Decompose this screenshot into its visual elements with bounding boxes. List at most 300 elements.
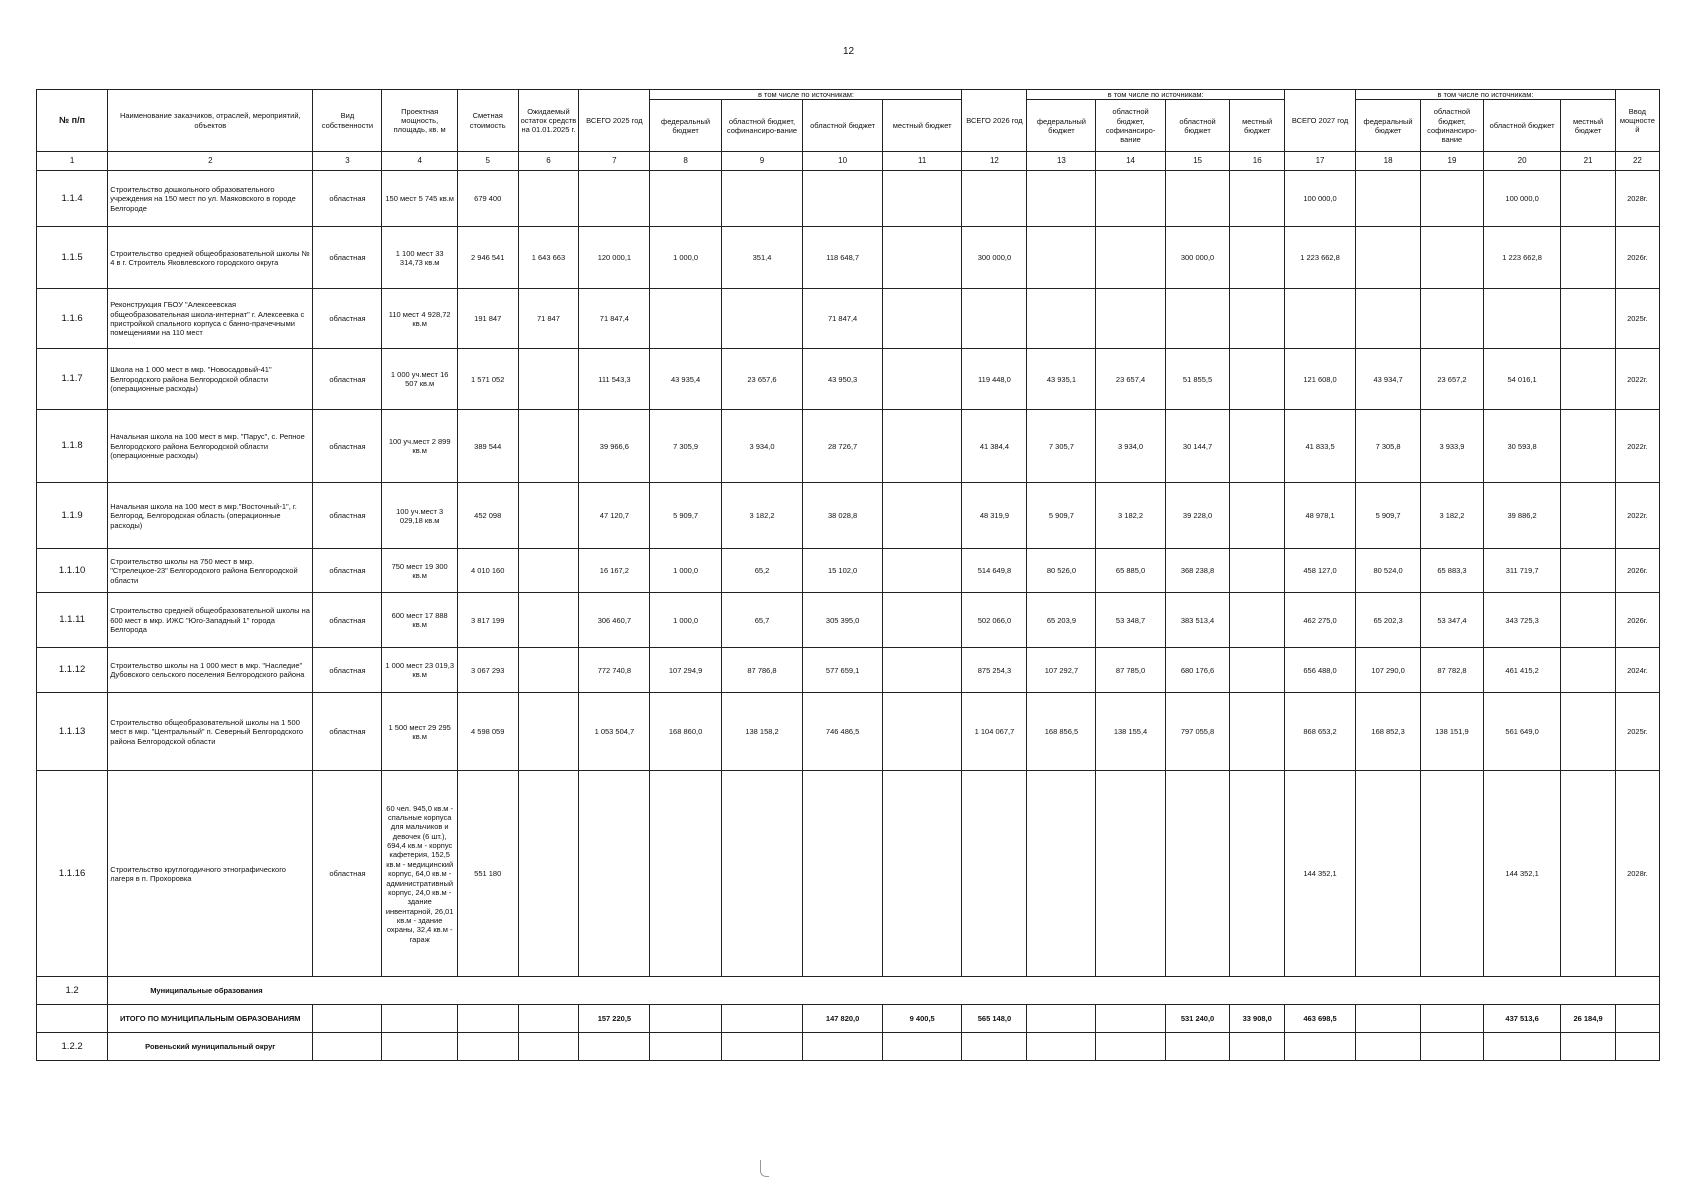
table-cell: 39 966,6 bbox=[579, 410, 650, 483]
table-cell: 389 544 bbox=[457, 410, 518, 483]
object-name: Строительство средней общеобразовательной школы на 600 мест в мкр. ИЖС "Юго-Западный 1" города Белгорода bbox=[108, 593, 313, 648]
header-regional-cofin-2026: областной бюджет, софинансиро-вание bbox=[1096, 100, 1165, 152]
table-cell: 121 608,0 bbox=[1284, 349, 1355, 410]
table-cell: 1 500 мест 29 295 кв.м bbox=[382, 693, 457, 771]
table-cell bbox=[1230, 648, 1284, 693]
table-cell: 3 934,0 bbox=[1096, 410, 1165, 483]
table-cell bbox=[37, 1005, 108, 1033]
column-number: 20 bbox=[1483, 152, 1560, 171]
table-cell bbox=[1483, 1033, 1560, 1061]
table-cell: 746 486,5 bbox=[803, 693, 883, 771]
table-cell bbox=[579, 171, 650, 227]
table-cell bbox=[1165, 1033, 1230, 1061]
table-cell: областная bbox=[313, 771, 382, 977]
table-cell: 772 740,8 bbox=[579, 648, 650, 693]
column-number: 3 bbox=[313, 152, 382, 171]
table-cell bbox=[721, 1033, 803, 1061]
table-cell bbox=[518, 593, 579, 648]
column-number: 10 bbox=[803, 152, 883, 171]
table-cell bbox=[1615, 1033, 1659, 1061]
table-cell: 15 102,0 bbox=[803, 549, 883, 593]
table-cell: 80 524,0 bbox=[1356, 549, 1421, 593]
table-cell bbox=[1284, 289, 1355, 349]
table-cell bbox=[1561, 693, 1615, 771]
table-cell bbox=[882, 227, 962, 289]
table-cell: 144 352,1 bbox=[1483, 771, 1560, 977]
table-cell: 656 488,0 bbox=[1284, 648, 1355, 693]
header-regional-cofin-2025: областной бюджет, софинансиро-вание bbox=[721, 100, 803, 152]
table-cell: 1 000,0 bbox=[650, 227, 721, 289]
table-cell: 1 571 052 bbox=[457, 349, 518, 410]
table-cell: 107 292,7 bbox=[1027, 648, 1096, 693]
table-cell: 383 513,4 bbox=[1165, 593, 1230, 648]
row-number: 1.1.4 bbox=[37, 171, 108, 227]
table-cell bbox=[457, 1033, 518, 1061]
column-number: 14 bbox=[1096, 152, 1165, 171]
table-cell bbox=[518, 483, 579, 549]
header-sources-2025: в том числе по источникам: bbox=[650, 90, 962, 100]
table-cell: 1 104 067,7 bbox=[962, 693, 1027, 771]
table-cell bbox=[962, 171, 1027, 227]
table-cell: 65 883,3 bbox=[1421, 549, 1484, 593]
table-cell: 71 847 bbox=[518, 289, 579, 349]
row-number: 1.1.12 bbox=[37, 648, 108, 693]
object-name: Строительство дошкольного образовательного учреждения на 150 мест по ул. Маяковского в городе Белгороде bbox=[108, 171, 313, 227]
table-cell: 47 120,7 bbox=[579, 483, 650, 549]
table-cell: 577 659,1 bbox=[803, 648, 883, 693]
table-cell: 2028г. bbox=[1615, 171, 1659, 227]
header-total-2026: ВСЕГО 2026 год bbox=[962, 90, 1027, 152]
table-cell bbox=[1230, 549, 1284, 593]
table-cell: 300 000,0 bbox=[962, 227, 1027, 289]
table-cell: областная bbox=[313, 289, 382, 349]
table-cell bbox=[721, 171, 803, 227]
header-num: № п/п bbox=[37, 90, 108, 152]
total-row bbox=[37, 1005, 1660, 1033]
table-cell: 53 348,7 bbox=[1096, 593, 1165, 648]
row-number: 1.1.11 bbox=[37, 593, 108, 648]
table-cell: 80 526,0 bbox=[1027, 549, 1096, 593]
table-cell bbox=[882, 648, 962, 693]
table-cell: 343 725,3 bbox=[1483, 593, 1560, 648]
table-cell: 351,4 bbox=[721, 227, 803, 289]
table-cell bbox=[1356, 1033, 1421, 1061]
table-cell: 7 305,8 bbox=[1356, 410, 1421, 483]
table-cell: 38 028,8 bbox=[803, 483, 883, 549]
table-cell bbox=[721, 289, 803, 349]
column-number: 22 bbox=[1615, 152, 1659, 171]
table-cell: 65 885,0 bbox=[1096, 549, 1165, 593]
table-cell bbox=[518, 648, 579, 693]
table-cell bbox=[1230, 1033, 1284, 1061]
table-row bbox=[37, 349, 1660, 410]
table-cell bbox=[1356, 1005, 1421, 1033]
table-cell: 87 786,8 bbox=[721, 648, 803, 693]
table-cell: 1 000,0 bbox=[650, 549, 721, 593]
table-cell: 300 000,0 bbox=[1165, 227, 1230, 289]
table-cell: 150 мест 5 745 кв.м bbox=[382, 171, 457, 227]
object-name: Начальная школа на 100 мест в мкр."Восточный-1", г. Белгород, Белгородская область (операционные расходы) bbox=[108, 483, 313, 549]
row-number: 1.1.8 bbox=[37, 410, 108, 483]
table-cell: 168 852,3 bbox=[1356, 693, 1421, 771]
table-cell bbox=[803, 771, 883, 977]
header-remainder: Ожидаемый остаток средств на 01.01.2025 г. bbox=[518, 90, 579, 152]
table-cell: 2024г. bbox=[1615, 648, 1659, 693]
row-number: 1.1.7 bbox=[37, 349, 108, 410]
column-number: 21 bbox=[1561, 152, 1615, 171]
table-cell: 3 817 199 bbox=[457, 593, 518, 648]
table-cell: 2026г. bbox=[1615, 227, 1659, 289]
table-cell: областная bbox=[313, 593, 382, 648]
table-cell: 147 820,0 bbox=[803, 1005, 883, 1033]
table-cell: областная bbox=[313, 349, 382, 410]
table-cell: 502 066,0 bbox=[962, 593, 1027, 648]
table-cell: областная bbox=[313, 693, 382, 771]
table-cell: 41 833,5 bbox=[1284, 410, 1355, 483]
table-cell bbox=[1615, 1005, 1659, 1033]
table-cell: 437 513,6 bbox=[1483, 1005, 1560, 1033]
table-cell: 65,7 bbox=[721, 593, 803, 648]
table-cell: 305 395,0 bbox=[803, 593, 883, 648]
table-cell: 157 220,5 bbox=[579, 1005, 650, 1033]
section-row bbox=[37, 1033, 1660, 1061]
table-cell: 100 000,0 bbox=[1284, 171, 1355, 227]
table-cell bbox=[1561, 227, 1615, 289]
object-name: Строительство круглогодичного этнографического лагеря в п. Прохоровка bbox=[108, 771, 313, 977]
table-cell bbox=[1230, 349, 1284, 410]
table-cell: 23 657,4 bbox=[1096, 349, 1165, 410]
table-cell bbox=[882, 1033, 962, 1061]
column-number: 6 bbox=[518, 152, 579, 171]
table-cell: 2028г. bbox=[1615, 771, 1659, 977]
table-cell: 111 543,3 bbox=[579, 349, 650, 410]
header-regional-2025: областной бюджет bbox=[803, 100, 883, 152]
table-cell: 679 400 bbox=[457, 171, 518, 227]
table-cell: 100 уч.мест 2 899 кв.м bbox=[382, 410, 457, 483]
table-cell: 875 254,3 bbox=[962, 648, 1027, 693]
table-cell: областная bbox=[313, 227, 382, 289]
table-cell: 53 347,4 bbox=[1421, 593, 1484, 648]
column-number: 11 bbox=[882, 152, 962, 171]
table-cell: 65,2 bbox=[721, 549, 803, 593]
header-local-2027: местный бюджет bbox=[1561, 100, 1615, 152]
table-cell: 4 010 160 bbox=[457, 549, 518, 593]
table-cell bbox=[882, 771, 962, 977]
table-cell bbox=[518, 1033, 579, 1061]
column-number: 9 bbox=[721, 152, 803, 171]
table-cell bbox=[1421, 289, 1484, 349]
table-cell bbox=[882, 410, 962, 483]
column-number: 12 bbox=[962, 152, 1027, 171]
row-number: 1.1.6 bbox=[37, 289, 108, 349]
table-cell: 368 238,8 bbox=[1165, 549, 1230, 593]
table-cell: 43 934,7 bbox=[1356, 349, 1421, 410]
table-cell bbox=[650, 289, 721, 349]
table-cell: 9 400,5 bbox=[882, 1005, 962, 1033]
table-cell: 750 мест 19 300 кв.м bbox=[382, 549, 457, 593]
table-row bbox=[37, 289, 1660, 349]
object-name: Школа на 1 000 мест в мкр. "Новосадовый-41" Белгородского района Белгородской области (операционные расходы) bbox=[108, 349, 313, 410]
table-cell: 680 176,6 bbox=[1165, 648, 1230, 693]
table-cell: 565 148,0 bbox=[962, 1005, 1027, 1033]
table-cell bbox=[882, 349, 962, 410]
table-cell: 3 182,2 bbox=[1096, 483, 1165, 549]
table-cell: 1 000 мест 23 019,3 кв.м bbox=[382, 648, 457, 693]
table-cell bbox=[579, 771, 650, 977]
table-cell bbox=[1284, 1033, 1355, 1061]
header-commission: Ввод мощностей bbox=[1615, 90, 1659, 152]
table-cell: 1 000 уч.мест 16 507 кв.м bbox=[382, 349, 457, 410]
table-cell: 458 127,0 bbox=[1284, 549, 1355, 593]
table-cell bbox=[1561, 483, 1615, 549]
table-cell: 39 228,0 bbox=[1165, 483, 1230, 549]
table-cell: 461 415,2 bbox=[1483, 648, 1560, 693]
table-cell: 531 240,0 bbox=[1165, 1005, 1230, 1033]
table-cell bbox=[650, 171, 721, 227]
table-row bbox=[37, 171, 1660, 227]
table-cell bbox=[803, 171, 883, 227]
table-cell: 2025г. bbox=[1615, 693, 1659, 771]
column-number: 1 bbox=[37, 152, 108, 171]
header-regional-2026: областной бюджет bbox=[1165, 100, 1230, 152]
table-cell bbox=[721, 1005, 803, 1033]
table-cell: 191 847 bbox=[457, 289, 518, 349]
table-row bbox=[37, 593, 1660, 648]
table-cell bbox=[1096, 289, 1165, 349]
table-cell bbox=[803, 1033, 883, 1061]
table-cell bbox=[1165, 289, 1230, 349]
column-number: 18 bbox=[1356, 152, 1421, 171]
table-cell bbox=[1561, 349, 1615, 410]
table-cell: 1 223 662,8 bbox=[1483, 227, 1560, 289]
table-cell bbox=[962, 771, 1027, 977]
table-cell: 452 098 bbox=[457, 483, 518, 549]
table-cell bbox=[1230, 693, 1284, 771]
table-cell bbox=[518, 1005, 579, 1033]
table-cell bbox=[1027, 771, 1096, 977]
table-cell bbox=[1561, 549, 1615, 593]
table-row bbox=[37, 549, 1660, 593]
column-number: 13 bbox=[1027, 152, 1096, 171]
table-cell: 54 016,1 bbox=[1483, 349, 1560, 410]
section-row bbox=[37, 977, 1660, 1005]
table-cell bbox=[882, 171, 962, 227]
header-federal-2027: федеральный бюджет bbox=[1356, 100, 1421, 152]
header-local-2026: местный бюджет bbox=[1230, 100, 1284, 152]
object-name: Строительство средней общеобразовательной школы № 4 в г. Строитель Яковлевского городского округа bbox=[108, 227, 313, 289]
table-cell bbox=[1561, 593, 1615, 648]
table-cell bbox=[1356, 289, 1421, 349]
table-row bbox=[37, 771, 1660, 977]
table-cell bbox=[1230, 483, 1284, 549]
header-federal-2025: федеральный бюджет bbox=[650, 100, 721, 152]
table-cell bbox=[1356, 771, 1421, 977]
header-total-2027: ВСЕГО 2027 год bbox=[1284, 90, 1355, 152]
table-cell bbox=[1561, 771, 1615, 977]
table-cell: 3 067 293 bbox=[457, 648, 518, 693]
row-number: 1.1.16 bbox=[37, 771, 108, 977]
table-row bbox=[37, 648, 1660, 693]
table-cell: областная bbox=[313, 549, 382, 593]
table-cell: 514 649,8 bbox=[962, 549, 1027, 593]
table-cell: 51 855,5 bbox=[1165, 349, 1230, 410]
row-number: 1.1.9 bbox=[37, 483, 108, 549]
table-cell bbox=[1561, 648, 1615, 693]
header-sources-2026: в том числе по источникам: bbox=[1027, 90, 1285, 100]
row-number: 1.1.13 bbox=[37, 693, 108, 771]
table-row bbox=[37, 693, 1660, 771]
table-cell: 138 158,2 bbox=[721, 693, 803, 771]
header-ownership: Вид собственности bbox=[313, 90, 382, 152]
table-cell: 87 785,0 bbox=[1096, 648, 1165, 693]
table-cell: 107 290,0 bbox=[1356, 648, 1421, 693]
table-cell bbox=[1230, 593, 1284, 648]
table-cell bbox=[313, 1033, 382, 1061]
table-cell bbox=[1421, 1005, 1484, 1033]
header-federal-2026: федеральный бюджет bbox=[1027, 100, 1096, 152]
table-cell bbox=[1027, 1033, 1096, 1061]
table-cell bbox=[1356, 171, 1421, 227]
column-number: 7 bbox=[579, 152, 650, 171]
table-cell: 168 856,5 bbox=[1027, 693, 1096, 771]
table-cell: 1 053 504,7 bbox=[579, 693, 650, 771]
table-cell: 2025г. bbox=[1615, 289, 1659, 349]
object-name: Реконструкция ГБОУ "Алексеевская общеобразовательная школа-интернат" г. Алексеевка с пристройкой спального корпуса с банно-прачечными помещениями на 110 мест bbox=[108, 289, 313, 349]
table-body bbox=[37, 171, 1660, 1061]
table-cell: 868 653,2 bbox=[1284, 693, 1355, 771]
table-cell bbox=[882, 549, 962, 593]
column-number-row bbox=[37, 152, 1660, 171]
table-cell bbox=[1421, 227, 1484, 289]
table-cell bbox=[721, 771, 803, 977]
table-cell bbox=[650, 1033, 721, 1061]
table-cell: 60 чел. 945,0 кв.м - спальные корпуса для мальчиков и девочек (6 шт.), 694,4 кв.м - корпус кафетерия, 152,5 кв.м - медицинский корпус, 64,0 кв.м - административный корпус, 24,0 кв.м - здание инвентарной, 26,01 кв.м - здание охраны, 32,4 кв.м - гараж bbox=[382, 771, 457, 977]
header-regional-2027: областной бюджет bbox=[1483, 100, 1560, 152]
table-cell bbox=[1561, 410, 1615, 483]
table-cell: 138 155,4 bbox=[1096, 693, 1165, 771]
column-number: 4 bbox=[382, 152, 457, 171]
table-cell: 118 648,7 bbox=[803, 227, 883, 289]
table-cell bbox=[313, 1005, 382, 1033]
table-cell: областная bbox=[313, 410, 382, 483]
table-cell: 600 мест 17 888 кв.м bbox=[382, 593, 457, 648]
object-name: Строительство общеобразовательной школы на 1 500 мест в мкр. "Центральный" п. Северный Белгородского района Белгородской области bbox=[108, 693, 313, 771]
header-cost: Сметная стоимость bbox=[457, 90, 518, 152]
budget-table bbox=[36, 89, 1660, 1061]
row-number: 1.1.10 bbox=[37, 549, 108, 593]
table-cell: 144 352,1 bbox=[1284, 771, 1355, 977]
table-cell: 43 935,4 bbox=[650, 349, 721, 410]
table-cell bbox=[518, 349, 579, 410]
table-cell bbox=[882, 483, 962, 549]
table-cell: 138 151,9 bbox=[1421, 693, 1484, 771]
section-label: Муниципальные образования bbox=[108, 977, 1660, 1005]
table-cell: 463 698,5 bbox=[1284, 1005, 1355, 1033]
table-cell: 2026г. bbox=[1615, 593, 1659, 648]
table-cell: 65 202,3 bbox=[1356, 593, 1421, 648]
table-cell: 43 950,3 bbox=[803, 349, 883, 410]
section-label: Ровеньский муниципальный округ bbox=[108, 1033, 313, 1061]
table-cell: областная bbox=[313, 648, 382, 693]
table-cell: 71 847,4 bbox=[579, 289, 650, 349]
table-cell: областная bbox=[313, 171, 382, 227]
table-cell: 120 000,1 bbox=[579, 227, 650, 289]
table-cell: 26 184,9 bbox=[1561, 1005, 1615, 1033]
table-cell bbox=[1230, 771, 1284, 977]
table-cell: 23 657,6 bbox=[721, 349, 803, 410]
total-label: ИТОГО ПО МУНИЦИПАЛЬНЫМ ОБРАЗОВАНИЯМ bbox=[108, 1005, 313, 1033]
table-cell: 7 305,7 bbox=[1027, 410, 1096, 483]
table-cell: 100 000,0 bbox=[1483, 171, 1560, 227]
header-total-2025: ВСЕГО 2025 год bbox=[579, 90, 650, 152]
table-cell: 306 460,7 bbox=[579, 593, 650, 648]
table-cell: 65 203,9 bbox=[1027, 593, 1096, 648]
table-cell: 1 100 мест 33 314,73 кв.м bbox=[382, 227, 457, 289]
table-cell: 1 223 662,8 bbox=[1284, 227, 1355, 289]
table-row bbox=[37, 483, 1660, 549]
table-cell bbox=[650, 1005, 721, 1033]
table-cell bbox=[962, 1033, 1027, 1061]
column-number: 8 bbox=[650, 152, 721, 171]
column-number: 5 bbox=[457, 152, 518, 171]
table-cell bbox=[1027, 1005, 1096, 1033]
table-cell: 1 000,0 bbox=[650, 593, 721, 648]
table-cell: 5 909,7 bbox=[1356, 483, 1421, 549]
table-cell bbox=[1027, 289, 1096, 349]
table-cell bbox=[1230, 171, 1284, 227]
object-name: Строительство школы на 1 000 мест в мкр. "Наследие" Дубовского сельского поселения Белгородского района bbox=[108, 648, 313, 693]
table-cell bbox=[1096, 1005, 1165, 1033]
table-cell: 48 978,1 bbox=[1284, 483, 1355, 549]
column-number: 17 bbox=[1284, 152, 1355, 171]
table-cell: 28 726,7 bbox=[803, 410, 883, 483]
table-cell: 2 946 541 bbox=[457, 227, 518, 289]
table-cell: 2022г. bbox=[1615, 410, 1659, 483]
table-cell: 30 144,7 bbox=[1165, 410, 1230, 483]
header-regional-cofin-2027: областной бюджет, софинансиро-вание bbox=[1421, 100, 1484, 152]
table-cell: 5 909,7 bbox=[1027, 483, 1096, 549]
table-row bbox=[37, 410, 1660, 483]
table-cell bbox=[1356, 227, 1421, 289]
table-cell bbox=[1483, 289, 1560, 349]
table-cell: 30 593,8 bbox=[1483, 410, 1560, 483]
row-number: 1.1.5 bbox=[37, 227, 108, 289]
table-cell bbox=[518, 410, 579, 483]
table-cell: 3 182,2 bbox=[721, 483, 803, 549]
table-cell: 87 782,8 bbox=[1421, 648, 1484, 693]
table-cell: 16 167,2 bbox=[579, 549, 650, 593]
column-number: 2 bbox=[108, 152, 313, 171]
table-cell bbox=[1561, 1033, 1615, 1061]
table-cell: 2022г. bbox=[1615, 349, 1659, 410]
table-cell bbox=[382, 1005, 457, 1033]
table-cell bbox=[579, 1033, 650, 1061]
header-name: Наименование заказчиков, отраслей, мероприятий, объектов bbox=[108, 90, 313, 152]
table-cell: областная bbox=[313, 483, 382, 549]
table-cell bbox=[1230, 410, 1284, 483]
table-cell bbox=[382, 1033, 457, 1061]
table-cell bbox=[1421, 771, 1484, 977]
table-cell bbox=[457, 1005, 518, 1033]
table-cell: 3 934,0 bbox=[721, 410, 803, 483]
table-cell: 1 643 663 bbox=[518, 227, 579, 289]
table-cell bbox=[1230, 289, 1284, 349]
table-cell: 2026г. bbox=[1615, 549, 1659, 593]
table-cell bbox=[1165, 171, 1230, 227]
table-cell bbox=[518, 771, 579, 977]
table-cell bbox=[650, 771, 721, 977]
table-cell bbox=[1561, 171, 1615, 227]
